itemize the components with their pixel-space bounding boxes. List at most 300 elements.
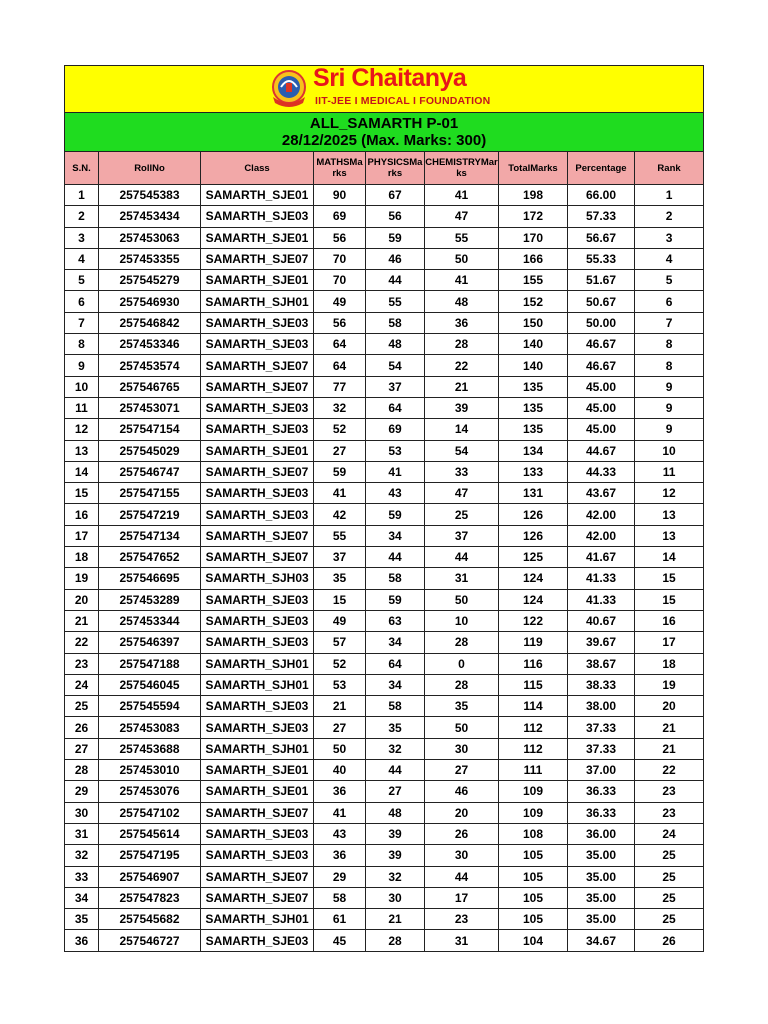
- cell-percentage: 34.67: [568, 930, 635, 951]
- cell-percentage: 45.00: [568, 419, 635, 440]
- cell-total: 155: [499, 270, 568, 291]
- cell-sn: 3: [65, 227, 99, 248]
- cell-total: 111: [499, 760, 568, 781]
- cell-rollno: 257546695: [99, 568, 201, 589]
- table-row: [65, 355, 704, 376]
- cell-class: SAMARTH_SJE07: [201, 802, 314, 823]
- cell-physics: 41: [366, 461, 425, 482]
- cell-class: SAMARTH_SJE01: [201, 760, 314, 781]
- cell-chemistry: 14: [425, 419, 499, 440]
- table-row: [65, 632, 704, 653]
- cell-rank: 25: [635, 866, 704, 887]
- cell-percentage: 50.67: [568, 291, 635, 312]
- cell-class: SAMARTH_SJH01: [201, 291, 314, 312]
- cell-maths: 56: [314, 312, 366, 333]
- cell-physics: 39: [366, 845, 425, 866]
- cell-chemistry: 47: [425, 206, 499, 227]
- cell-chemistry: 30: [425, 738, 499, 759]
- cell-chemistry: 46: [425, 781, 499, 802]
- table-row: [65, 270, 704, 291]
- col-header-physics: PHYSICSMa rks: [366, 152, 425, 185]
- cell-chemistry: 25: [425, 504, 499, 525]
- cell-maths: 27: [314, 440, 366, 461]
- cell-sn: 25: [65, 696, 99, 717]
- cell-physics: 59: [366, 504, 425, 525]
- cell-sn: 11: [65, 397, 99, 418]
- cell-percentage: 56.67: [568, 227, 635, 248]
- cell-sn: 17: [65, 525, 99, 546]
- cell-class: SAMARTH_SJE03: [201, 696, 314, 717]
- cell-chemistry: 41: [425, 270, 499, 291]
- cell-rank: 1: [635, 185, 704, 206]
- cell-class: SAMARTH_SJE03: [201, 632, 314, 653]
- cell-chemistry: 28: [425, 674, 499, 695]
- cell-rollno: 257546930: [99, 291, 201, 312]
- cell-physics: 59: [366, 589, 425, 610]
- cell-rollno: 257453355: [99, 248, 201, 269]
- cell-class: SAMARTH_SJE07: [201, 866, 314, 887]
- cell-rank: 10: [635, 440, 704, 461]
- cell-class: SAMARTH_SJE07: [201, 461, 314, 482]
- col-header-class: Class: [201, 152, 314, 185]
- cell-chemistry: 20: [425, 802, 499, 823]
- cell-percentage: 36.33: [568, 781, 635, 802]
- cell-maths: 49: [314, 291, 366, 312]
- cell-percentage: 38.67: [568, 653, 635, 674]
- table-row: [65, 397, 704, 418]
- cell-sn: 27: [65, 738, 99, 759]
- table-row: [65, 291, 704, 312]
- cell-rank: 4: [635, 248, 704, 269]
- table-row: [65, 738, 704, 759]
- cell-rollno: 257546397: [99, 632, 201, 653]
- cell-class: SAMARTH_SJE03: [201, 930, 314, 951]
- cell-physics: 39: [366, 823, 425, 844]
- table-row: [65, 227, 704, 248]
- cell-rank: 17: [635, 632, 704, 653]
- cell-rank: 19: [635, 674, 704, 695]
- cell-chemistry: 50: [425, 717, 499, 738]
- cell-total: 166: [499, 248, 568, 269]
- cell-chemistry: 28: [425, 334, 499, 355]
- cell-sn: 30: [65, 802, 99, 823]
- cell-rollno: 257547652: [99, 547, 201, 568]
- cell-rollno: 257547188: [99, 653, 201, 674]
- cell-maths: 50: [314, 738, 366, 759]
- table-row: [65, 610, 704, 631]
- cell-class: SAMARTH_SJE01: [201, 781, 314, 802]
- cell-maths: 61: [314, 909, 366, 930]
- cell-rollno: 257453289: [99, 589, 201, 610]
- cell-rank: 6: [635, 291, 704, 312]
- cell-rank: 13: [635, 504, 704, 525]
- cell-maths: 70: [314, 248, 366, 269]
- exam-title: ALL_SAMARTH P-01: [309, 115, 459, 132]
- cell-rollno: 257453083: [99, 717, 201, 738]
- cell-rank: 9: [635, 397, 704, 418]
- cell-rollno: 257547102: [99, 802, 201, 823]
- cell-total: 105: [499, 887, 568, 908]
- cell-rank: 16: [635, 610, 704, 631]
- cell-rank: 14: [635, 547, 704, 568]
- column-header-row: [65, 152, 704, 185]
- table-row: [65, 887, 704, 908]
- cell-rollno: 257546747: [99, 461, 201, 482]
- cell-total: 126: [499, 525, 568, 546]
- cell-class: SAMARTH_SJE07: [201, 887, 314, 908]
- cell-total: 124: [499, 568, 568, 589]
- cell-maths: 58: [314, 887, 366, 908]
- cell-class: SAMARTH_SJE03: [201, 589, 314, 610]
- cell-physics: 63: [366, 610, 425, 631]
- cell-total: 126: [499, 504, 568, 525]
- cell-percentage: 38.33: [568, 674, 635, 695]
- cell-maths: 70: [314, 270, 366, 291]
- cell-physics: 58: [366, 696, 425, 717]
- col-header-total: TotalMarks: [499, 152, 568, 185]
- cell-physics: 37: [366, 376, 425, 397]
- cell-physics: 58: [366, 568, 425, 589]
- cell-percentage: 55.33: [568, 248, 635, 269]
- cell-maths: 41: [314, 802, 366, 823]
- cell-total: 140: [499, 334, 568, 355]
- cell-sn: 19: [65, 568, 99, 589]
- cell-total: 140: [499, 355, 568, 376]
- table-row: [65, 248, 704, 269]
- cell-maths: 69: [314, 206, 366, 227]
- cell-chemistry: 55: [425, 227, 499, 248]
- cell-physics: 28: [366, 930, 425, 951]
- cell-rank: 20: [635, 696, 704, 717]
- cell-physics: 56: [366, 206, 425, 227]
- cell-rank: 25: [635, 909, 704, 930]
- table-row: [65, 823, 704, 844]
- cell-rollno: 257545682: [99, 909, 201, 930]
- cell-maths: 40: [314, 760, 366, 781]
- cell-percentage: 37.33: [568, 738, 635, 759]
- cell-rollno: 257453434: [99, 206, 201, 227]
- cell-maths: 35: [314, 568, 366, 589]
- cell-physics: 44: [366, 547, 425, 568]
- cell-physics: 32: [366, 738, 425, 759]
- cell-rank: 12: [635, 483, 704, 504]
- cell-rank: 25: [635, 887, 704, 908]
- cell-chemistry: 31: [425, 568, 499, 589]
- cell-physics: 34: [366, 674, 425, 695]
- results-table: [64, 65, 704, 952]
- sri-chaitanya-emblem-icon: [269, 67, 309, 109]
- cell-total: 133: [499, 461, 568, 482]
- cell-chemistry: 10: [425, 610, 499, 631]
- cell-class: SAMARTH_SJE03: [201, 419, 314, 440]
- table-row: [65, 504, 704, 525]
- cell-sn: 35: [65, 909, 99, 930]
- cell-physics: 32: [366, 866, 425, 887]
- cell-total: 105: [499, 909, 568, 930]
- cell-sn: 36: [65, 930, 99, 951]
- cell-rank: 15: [635, 568, 704, 589]
- cell-physics: 34: [366, 632, 425, 653]
- cell-total: 150: [499, 312, 568, 333]
- brand-logo: [269, 66, 499, 112]
- table-row: [65, 930, 704, 951]
- col-header-percentage: Percentage: [568, 152, 635, 185]
- cell-chemistry: 54: [425, 440, 499, 461]
- cell-rollno: 257453076: [99, 781, 201, 802]
- result-sheet: [64, 65, 703, 952]
- cell-percentage: 39.67: [568, 632, 635, 653]
- cell-total: 131: [499, 483, 568, 504]
- cell-maths: 53: [314, 674, 366, 695]
- cell-class: SAMARTH_SJE07: [201, 525, 314, 546]
- cell-rank: 9: [635, 419, 704, 440]
- cell-total: 105: [499, 866, 568, 887]
- cell-physics: 44: [366, 270, 425, 291]
- cell-percentage: 66.00: [568, 185, 635, 206]
- cell-total: 108: [499, 823, 568, 844]
- cell-sn: 28: [65, 760, 99, 781]
- table-row: [65, 802, 704, 823]
- cell-rollno: 257545279: [99, 270, 201, 291]
- cell-physics: 55: [366, 291, 425, 312]
- col-header-sn: S.N.: [65, 152, 99, 185]
- cell-percentage: 40.67: [568, 610, 635, 631]
- table-row: [65, 206, 704, 227]
- table-row: [65, 589, 704, 610]
- cell-rank: 7: [635, 312, 704, 333]
- cell-percentage: 44.67: [568, 440, 635, 461]
- cell-percentage: 35.00: [568, 887, 635, 908]
- cell-maths: 37: [314, 547, 366, 568]
- table-row: [65, 483, 704, 504]
- cell-maths: 32: [314, 397, 366, 418]
- cell-rollno: 257453688: [99, 738, 201, 759]
- cell-chemistry: 21: [425, 376, 499, 397]
- cell-percentage: 43.67: [568, 483, 635, 504]
- cell-rank: 11: [635, 461, 704, 482]
- cell-physics: 69: [366, 419, 425, 440]
- cell-maths: 15: [314, 589, 366, 610]
- cell-percentage: 37.00: [568, 760, 635, 781]
- cell-maths: 43: [314, 823, 366, 844]
- table-row: [65, 717, 704, 738]
- cell-maths: 56: [314, 227, 366, 248]
- cell-physics: 21: [366, 909, 425, 930]
- cell-rank: 24: [635, 823, 704, 844]
- cell-chemistry: 41: [425, 185, 499, 206]
- cell-physics: 35: [366, 717, 425, 738]
- cell-class: SAMARTH_SJE07: [201, 248, 314, 269]
- cell-sn: 2: [65, 206, 99, 227]
- cell-physics: 27: [366, 781, 425, 802]
- cell-total: 115: [499, 674, 568, 695]
- cell-rollno: 257547219: [99, 504, 201, 525]
- cell-total: 122: [499, 610, 568, 631]
- exam-title-banner: [65, 113, 704, 152]
- cell-chemistry: 26: [425, 823, 499, 844]
- cell-sn: 31: [65, 823, 99, 844]
- cell-sn: 33: [65, 866, 99, 887]
- cell-physics: 43: [366, 483, 425, 504]
- cell-physics: 30: [366, 887, 425, 908]
- cell-class: SAMARTH_SJE03: [201, 717, 314, 738]
- cell-sn: 24: [65, 674, 99, 695]
- cell-percentage: 35.00: [568, 845, 635, 866]
- cell-chemistry: 17: [425, 887, 499, 908]
- cell-chemistry: 28: [425, 632, 499, 653]
- cell-class: SAMARTH_SJE01: [201, 440, 314, 461]
- cell-sn: 21: [65, 610, 99, 631]
- cell-total: 135: [499, 397, 568, 418]
- cell-maths: 52: [314, 653, 366, 674]
- cell-percentage: 41.67: [568, 547, 635, 568]
- cell-physics: 67: [366, 185, 425, 206]
- cell-percentage: 38.00: [568, 696, 635, 717]
- table-row: [65, 696, 704, 717]
- cell-sn: 15: [65, 483, 99, 504]
- cell-total: 112: [499, 738, 568, 759]
- cell-sn: 18: [65, 547, 99, 568]
- cell-maths: 42: [314, 504, 366, 525]
- cell-chemistry: 33: [425, 461, 499, 482]
- cell-percentage: 57.33: [568, 206, 635, 227]
- cell-rollno: 257546045: [99, 674, 201, 695]
- cell-chemistry: 27: [425, 760, 499, 781]
- cell-physics: 64: [366, 397, 425, 418]
- cell-sn: 20: [65, 589, 99, 610]
- cell-total: 134: [499, 440, 568, 461]
- table-row: [65, 866, 704, 887]
- cell-class: SAMARTH_SJE03: [201, 504, 314, 525]
- cell-sn: 34: [65, 887, 99, 908]
- cell-class: SAMARTH_SJH01: [201, 674, 314, 695]
- cell-total: 135: [499, 376, 568, 397]
- cell-percentage: 45.00: [568, 397, 635, 418]
- cell-class: SAMARTH_SJE03: [201, 483, 314, 504]
- cell-maths: 27: [314, 717, 366, 738]
- cell-rank: 18: [635, 653, 704, 674]
- cell-rank: 15: [635, 589, 704, 610]
- cell-maths: 36: [314, 781, 366, 802]
- cell-rank: 8: [635, 355, 704, 376]
- cell-class: SAMARTH_SJE03: [201, 312, 314, 333]
- brand-name: Sri Chaitanya: [313, 64, 467, 92]
- cell-sn: 12: [65, 419, 99, 440]
- cell-rank: 25: [635, 845, 704, 866]
- cell-rollno: 257546842: [99, 312, 201, 333]
- cell-rank: 13: [635, 525, 704, 546]
- cell-total: 124: [499, 589, 568, 610]
- cell-chemistry: 44: [425, 547, 499, 568]
- cell-chemistry: 37: [425, 525, 499, 546]
- cell-chemistry: 50: [425, 248, 499, 269]
- cell-chemistry: 48: [425, 291, 499, 312]
- cell-chemistry: 39: [425, 397, 499, 418]
- cell-chemistry: 50: [425, 589, 499, 610]
- cell-class: SAMARTH_SJE03: [201, 206, 314, 227]
- cell-total: 135: [499, 419, 568, 440]
- cell-sn: 14: [65, 461, 99, 482]
- exam-date-max-marks: 28/12/2025 (Max. Marks: 300): [281, 132, 487, 149]
- table-row: [65, 781, 704, 802]
- cell-rollno: 257453574: [99, 355, 201, 376]
- cell-chemistry: 35: [425, 696, 499, 717]
- cell-physics: 53: [366, 440, 425, 461]
- cell-percentage: 50.00: [568, 312, 635, 333]
- cell-maths: 55: [314, 525, 366, 546]
- cell-chemistry: 36: [425, 312, 499, 333]
- cell-rollno: 257453063: [99, 227, 201, 248]
- cell-maths: 49: [314, 610, 366, 631]
- cell-total: 114: [499, 696, 568, 717]
- cell-rank: 22: [635, 760, 704, 781]
- brand-tagline: IIT-JEE I MEDICAL I FOUNDATION: [315, 95, 491, 107]
- table-row: [65, 376, 704, 397]
- cell-percentage: 35.00: [568, 909, 635, 930]
- cell-class: SAMARTH_SJE07: [201, 355, 314, 376]
- results-body: [65, 185, 704, 952]
- cell-rollno: 257547154: [99, 419, 201, 440]
- cell-chemistry: 47: [425, 483, 499, 504]
- cell-maths: 57: [314, 632, 366, 653]
- table-row: [65, 653, 704, 674]
- cell-percentage: 36.33: [568, 802, 635, 823]
- table-row: [65, 334, 704, 355]
- table-row: [65, 909, 704, 930]
- table-row: [65, 547, 704, 568]
- cell-sn: 7: [65, 312, 99, 333]
- cell-sn: 8: [65, 334, 99, 355]
- cell-total: 116: [499, 653, 568, 674]
- cell-maths: 77: [314, 376, 366, 397]
- table-row: [65, 185, 704, 206]
- cell-chemistry: 44: [425, 866, 499, 887]
- cell-total: 125: [499, 547, 568, 568]
- cell-chemistry: 0: [425, 653, 499, 674]
- cell-maths: 64: [314, 355, 366, 376]
- cell-class: SAMARTH_SJE03: [201, 610, 314, 631]
- cell-percentage: 46.67: [568, 334, 635, 355]
- cell-physics: 64: [366, 653, 425, 674]
- cell-rank: 5: [635, 270, 704, 291]
- cell-percentage: 51.67: [568, 270, 635, 291]
- col-header-maths: MATHSMa rks: [314, 152, 366, 185]
- cell-class: SAMARTH_SJH03: [201, 568, 314, 589]
- cell-class: SAMARTH_SJE01: [201, 227, 314, 248]
- cell-sn: 16: [65, 504, 99, 525]
- table-row: [65, 419, 704, 440]
- cell-chemistry: 30: [425, 845, 499, 866]
- cell-maths: 29: [314, 866, 366, 887]
- cell-percentage: 42.00: [568, 525, 635, 546]
- cell-class: SAMARTH_SJE01: [201, 270, 314, 291]
- cell-percentage: 44.33: [568, 461, 635, 482]
- cell-class: SAMARTH_SJE07: [201, 376, 314, 397]
- cell-rank: 2: [635, 206, 704, 227]
- cell-maths: 21: [314, 696, 366, 717]
- cell-rank: 23: [635, 802, 704, 823]
- cell-class: SAMARTH_SJE03: [201, 334, 314, 355]
- table-row: [65, 440, 704, 461]
- cell-physics: 46: [366, 248, 425, 269]
- cell-class: SAMARTH_SJH01: [201, 738, 314, 759]
- col-header-rollno: RollNo: [99, 152, 201, 185]
- cell-total: 170: [499, 227, 568, 248]
- cell-total: 119: [499, 632, 568, 653]
- table-row: [65, 568, 704, 589]
- cell-percentage: 45.00: [568, 376, 635, 397]
- cell-class: SAMARTH_SJE01: [201, 185, 314, 206]
